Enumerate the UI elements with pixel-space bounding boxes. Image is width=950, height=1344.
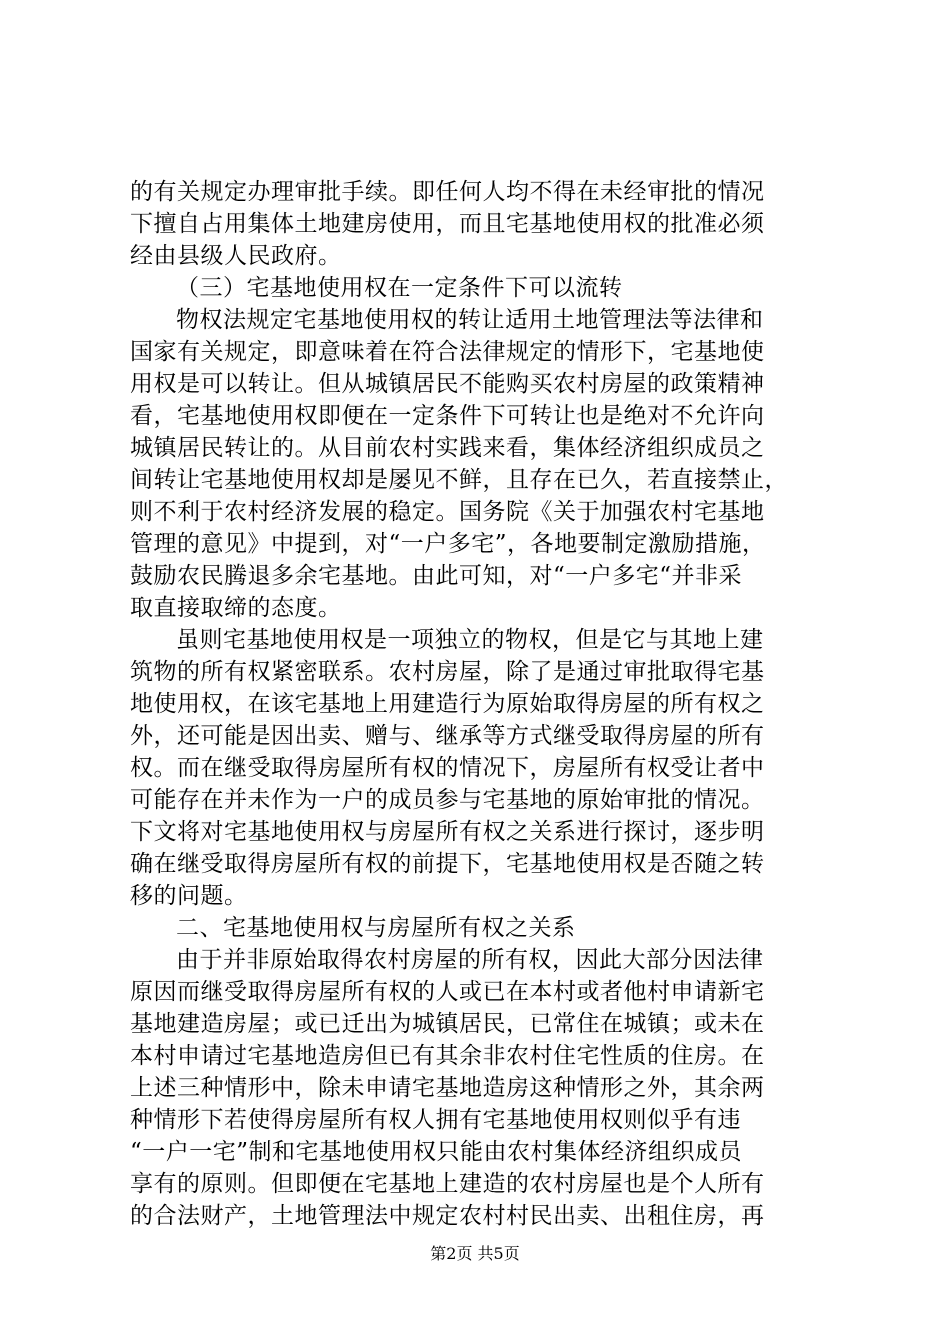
text-line: 地使用权，在该宅基地上用建造行为原始取得房屋的所有权之	[130, 691, 765, 717]
text-line: 基地建造房屋；或已迁出为城镇居民，已常住在城镇；或未在	[130, 1011, 765, 1037]
paragraph-start: 物权法规定宅基地使用权的转让适用土地管理法等法律和	[176, 307, 764, 333]
paragraph-start: 虽则宅基地使用权是一项独立的物权，但是它与其地上建	[176, 627, 764, 653]
text-line: 外，还可能是因出卖、赠与、继承等方式继受取得房屋的所有	[130, 723, 765, 749]
text-line: 间转让宅基地使用权却是屡见不鲜，且存在已久，若直接禁止，	[130, 467, 788, 493]
text-line: 可能存在并未作为一户的成员参与宅基地的原始审批的情况。	[130, 787, 765, 813]
text-line: 鼓励农民腾退多余宅基地。由此可知，对“一户多宅“并非采	[130, 563, 743, 589]
text-line: 则不利于农村经济发展的稳定。国务院《关于加强农村宅基地	[130, 499, 765, 525]
text-line: 看，宅基地使用权即便在一定条件下可转让也是绝对不允许向	[130, 403, 765, 429]
text-line: 上述三种情形中，除未申请宅基地造房这种情形之外，其余两	[130, 1075, 765, 1101]
text-line: 经由县级人民政府。	[130, 243, 342, 269]
section-heading: （三）宅基地使用权在一定条件下可以流转	[176, 275, 623, 301]
text-line: 用权是可以转让。但从城镇居民不能购买农村房屋的政策精神	[130, 371, 765, 397]
text-line: 种情形下若使得房屋所有权人拥有宅基地使用权则似乎有违	[130, 1107, 741, 1133]
text-line: “一户一宅”制和宅基地使用权只能由农村集体经济组织成员	[130, 1139, 743, 1165]
text-line: 国家有关规定，即意味着在符合法律规定的情形下，宅基地使	[130, 339, 765, 365]
text-line: 本村申请过宅基地造房但已有其余非农村住宅性质的住房。在	[130, 1043, 765, 1069]
text-line: 管理的意见》中提到，对“一户多宅”，各地要制定激励措施，	[130, 531, 766, 557]
document-body	[130, 176, 835, 1232]
text-line: 权。而在继受取得房屋所有权的情况下，房屋所有权受让者中	[130, 755, 765, 781]
page-number-footer: 第2页 共5页	[430, 1244, 520, 1263]
text-line: 享有的原则。但即便在宅基地上建造的农村房屋也是个人所有	[130, 1171, 765, 1197]
text-line: 的合法财产，土地管理法中规定农村村民出卖、出租住房，再	[130, 1203, 765, 1229]
text-line: 城镇居民转让的。从目前农村实践来看，集体经济组织成员之	[130, 435, 765, 461]
text-line: 下擅自占用集体土地建房使用，而且宅基地使用权的批准必须	[130, 211, 765, 237]
text-line: 确在继受取得房屋所有权的前提下，宅基地使用权是否随之转	[130, 851, 765, 877]
text-line: 移的问题。	[130, 883, 248, 909]
text-line: 筑物的所有权紧密联系。农村房屋，除了是通过审批取得宅基	[130, 659, 765, 685]
section-heading: 二、宅基地使用权与房屋所有权之关系	[176, 915, 576, 941]
text-line: 下文将对宅基地使用权与房屋所有权之关系进行探讨，逐步明	[130, 819, 765, 845]
text-line: 原因而继受取得房屋所有权的人或已在本村或者他村申请新宅	[130, 979, 765, 1005]
text-line: 的有关规定办理审批手续。即任何人均不得在未经审批的情况	[130, 179, 765, 205]
text-line: 取直接取缔的态度。	[130, 595, 342, 621]
paragraph-start: 由于并非原始取得农村房屋的所有权，因此大部分因法律	[176, 947, 764, 973]
